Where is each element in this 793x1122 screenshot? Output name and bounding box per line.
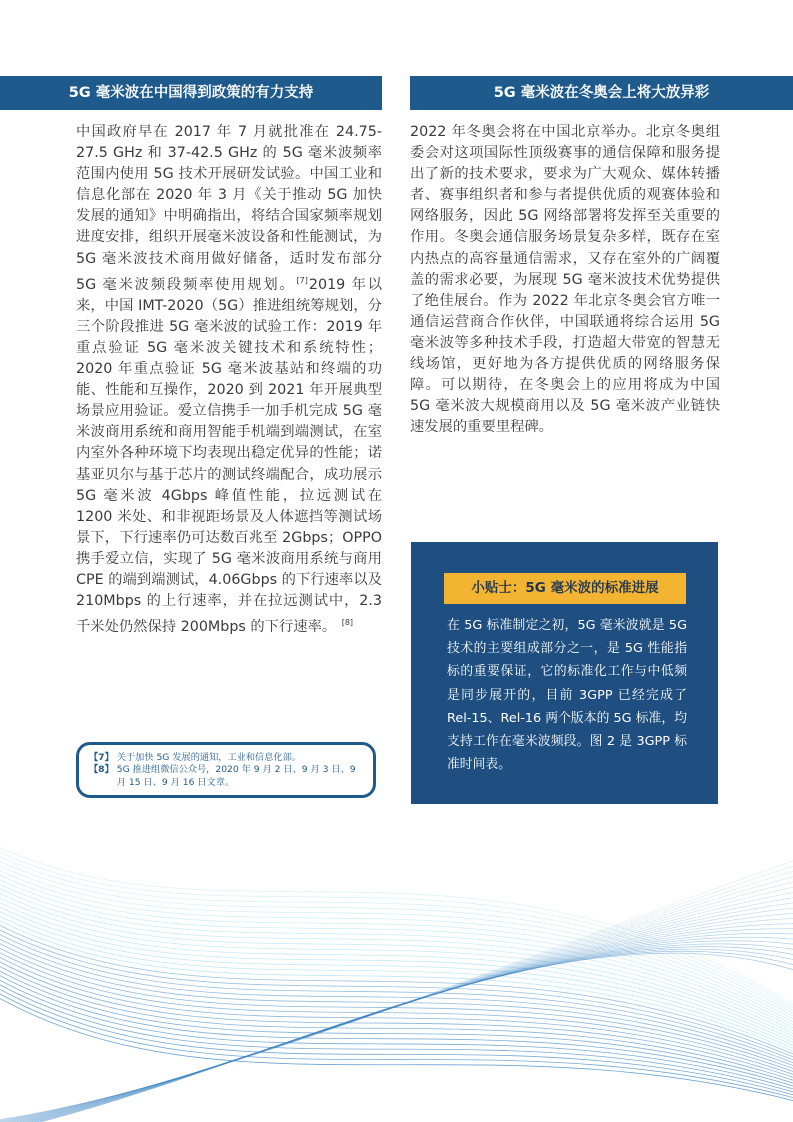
wave-line bbox=[11, 918, 793, 1122]
left-section-title: 5G 毫米波在中国得到政策的有力支持 bbox=[0, 76, 382, 110]
tip-title: 小贴士：5G 毫米波的标准进展 bbox=[444, 573, 686, 604]
wave-line bbox=[0, 843, 793, 1015]
footnote-text: 关于加快 5G 发展的通知，工业和信息化部。 bbox=[116, 752, 301, 763]
footnote-8 bbox=[89, 764, 365, 789]
wave-line bbox=[0, 911, 793, 1056]
wave-line bbox=[0, 966, 793, 1089]
wave-line bbox=[0, 975, 793, 1094]
right-column-paragraph: 2022 年冬奥会将在中国北京举办。北京冬奥组委会对这项国际性顶级赛事的通信保障和服务提出了新的技术要求，要求为广大观众、媒体转播者、赛事组织者和参与者提供优质的观赛体验和网络服务，因此 5G 网络部署将发挥至关重要的作用。冬奥会通信服务场景复杂多样，既存在室内热点的高容量通信需求，又存在室外的广阔覆盖的需求必要，为展现 5G 毫米波技术优势提供了绝佳展台。作为 2022 年北京冬奥会官方唯一通信运营商合作伙伴，中国联通将综合运用 5G 毫米波等多种技术手段，打造超大带宽的智慧无线场馆，更好地为各方提供优质的网络服务保障。可以期待，在冬奥会上的应用将成为中国 5G 毫米波大规模商用以及 5G 毫米波产业链快速发展的重要里程碑。 bbox=[410, 124, 720, 436]
wave-line bbox=[26, 941, 793, 1122]
footnote-box bbox=[76, 742, 376, 798]
wave-line bbox=[23, 937, 793, 1122]
wave-line bbox=[29, 944, 793, 1122]
footnote-7 bbox=[89, 752, 365, 764]
wave-line bbox=[0, 948, 793, 1078]
footnote-ref-8[interactable]: [8] bbox=[341, 618, 354, 628]
wave-line bbox=[3, 901, 793, 1122]
tip-panel bbox=[411, 542, 718, 804]
tip-body: 在 5G 标准制定之初，5G 毫米波就是 5G 技术的主要组成部分之一，是 5G 性能指标的重要保证，它的标准化工作与中低频是同步展开的，目前 3GPP 已经完成了 Rel-15、Rel-16 两个版本的 5G 标准，均支持工作在毫米波频段。图 2 是 3GPP 标准时间表。 bbox=[447, 618, 687, 773]
footnote-ref-7[interactable]: [7] bbox=[296, 275, 308, 285]
wave-line bbox=[0, 970, 793, 1091]
wave-line bbox=[0, 957, 793, 1084]
wave-line bbox=[0, 855, 793, 1122]
left-paragraph-part1: 中国政府早在 2017 年 7 月就批准在 24.75-27.5 GHz 和 37-42.5 GHz 的 5G 毫米波频率范围内使用 5G 技术开展研发试验。中国工业和信息化部在 2020 年 3 月《关于推动 5G 加快发展的通知》中明确指出，将结合国家频率规划进度安排，组织开展毫米波设备和性能测试，为 5G 毫米波技术商用做好储备，适时发布部分 5G 毫米波频段频率使用规划。 bbox=[76, 124, 382, 293]
wave-lines-decoration bbox=[0, 835, 793, 1122]
wave-line bbox=[0, 895, 793, 1122]
footnote-label: 【8】 bbox=[89, 764, 114, 776]
right-section-title: 5G 毫米波在冬奥会上将大放异彩 bbox=[410, 76, 793, 110]
wave-line bbox=[40, 953, 793, 1122]
left-column-paragraph bbox=[76, 122, 382, 638]
wave-line bbox=[0, 861, 793, 1122]
footnote-text: 5G 推进组微信公众号，2020 年 9 月 2 日、9 月 3 日、9 月 15 日、9 月 16 日文章。 bbox=[116, 764, 356, 788]
footnote-label: 【7】 bbox=[89, 752, 114, 763]
left-paragraph-part2: 2019 年以来，中国 IMT-2020（5G）推进组统筹规划，分三个阶段推进 5G 毫米波的试验工作：2019 年重点验证 5G 毫米波关键技术和系统特性；2020 年重点验证 5G 毫米波基站和终端的功能、性能和互操作，2020 到 2021 年开展典型场景应用验证。爱立信携手一加手机完成 5G 毫米波商用系统和商用智能手机端到端测试，在室内室外各种环境下均表现出稳定优异的性能；诺基亚贝尔与基于芯片的测试终端配合，成功展示 5G 毫米波 4Gbps 峰值性能，拉远测试在 1200 米处、和非视距场景及人体遮挡等测试场景下，下行速率仍可达数百兆至 2Gbps；OPPO 携手爱立信，实现了 5G 毫米波商用系统与商用 CPE 的端到端测试，4.06Gbps 的下行速率以及 210Mbps 的上行速率，并在拉远测试中，2.3 千米处仍然保持 200Mbps 的下行速率。 bbox=[76, 276, 382, 636]
wave-line bbox=[0, 852, 793, 1020]
